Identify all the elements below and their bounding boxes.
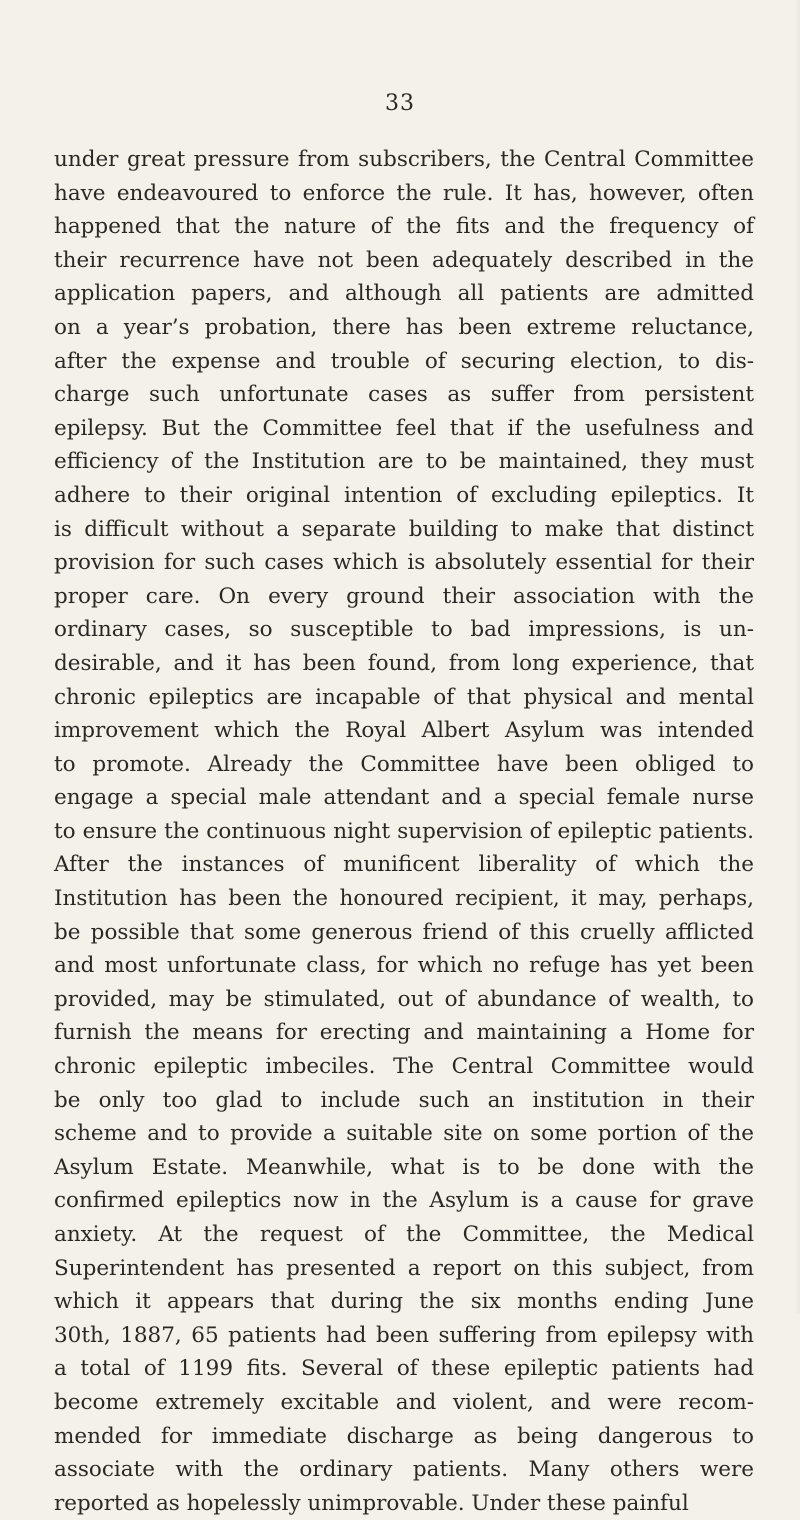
text-line: Asylum Estate. Meanwhile, what is to be done with the: [54, 1154, 754, 1180]
text-line: is difficult without a separate building to make that distinct: [54, 516, 754, 542]
text-line: a total of 1199 fits. Several of these epileptic patients had: [54, 1356, 754, 1382]
page-number: 33: [385, 91, 415, 116]
text-line: have endeavoured to enforce the rule. It has, however, often: [54, 180, 754, 206]
text-line: provided, may be stimulated, out of abundance of wealth, to: [54, 986, 754, 1012]
text-line: after the expense and trouble of securing election, to dis-: [54, 348, 754, 374]
text-line: happened that the nature of the fits and the frequency of: [54, 214, 754, 240]
body-paragraph: [54, 143, 754, 1520]
text-line: and most unfortunate class, for which no refuge has yet been: [54, 953, 754, 979]
text-line: After the instances of munificent liberality of which the: [54, 852, 754, 878]
text-line: provision for such cases which is absolutely essential for their: [54, 550, 754, 576]
text-line: under great pressure from subscribers, the Central Committee: [54, 147, 754, 172]
text-line: chronic epileptics are incapable of that physical and mental: [54, 684, 754, 710]
text-line: be possible that some generous friend of this cruelly afflicted: [54, 919, 754, 945]
text-line: Institution has been the honoured recipient, it may, perhaps,: [54, 886, 754, 912]
text-line: reported as hopelessly unimprovable. Under these painful: [54, 1490, 689, 1516]
text-line: ordinary cases, so susceptible to bad impressions, is un-: [54, 617, 754, 643]
text-line: which it appears that during the six months ending June: [54, 1289, 754, 1315]
text-line: 30th, 1887, 65 patients had been suffering from epilepsy with: [54, 1322, 754, 1348]
text-line: be only too glad to include such an institution in their: [54, 1087, 754, 1113]
text-line: to promote. Already the Committee have been obliged to: [54, 751, 754, 777]
text-line: application papers, and although all patients are admitted: [54, 281, 754, 307]
text-line: desirable, and it has been found, from long experience, that: [54, 650, 754, 676]
text-line: efficiency of the Institution are to be maintained, they must: [54, 449, 754, 475]
text-line: to ensure the continuous night supervision of epileptic patients.: [54, 818, 754, 844]
text-line: associate with the ordinary patients. Many others were: [54, 1457, 754, 1483]
text-line: proper care. On every ground their association with the: [54, 583, 754, 609]
text-line: on a year’s probation, there has been extreme reluctance,: [54, 314, 754, 340]
text-line: adhere to their original intention of excluding epileptics. It: [54, 482, 754, 508]
text-line: become extremely excitable and violent, and were recom-: [54, 1389, 754, 1415]
text-line: improvement which the Royal Albert Asylum was intended: [54, 718, 754, 744]
text-line: charge such unfortunate cases as suffer from persistent: [54, 382, 754, 408]
page-edge-shadow: [794, 0, 800, 1314]
text-line: anxiety. At the request of the Committee, the Medical: [54, 1222, 754, 1247]
text-line: furnish the means for erecting and maintaining a Home for: [54, 1020, 754, 1046]
text-line: engage a special male attendant and a special female nurse: [54, 785, 754, 811]
text-line: scheme and to provide a suitable site on some portion of the: [54, 1121, 754, 1147]
text-line: confirmed epileptics now in the Asylum is a cause for grave: [54, 1188, 754, 1214]
text-line: epilepsy. But the Committee feel that if the usefulness and: [54, 415, 754, 441]
text-line: mended for immediate discharge as being dangerous to: [54, 1423, 754, 1449]
text-line: Superintendent has presented a report on this subject, from: [54, 1255, 754, 1281]
text-line: chronic epileptic imbeciles. The Central Committee would: [54, 1054, 754, 1080]
text-line: their recurrence have not been adequately described in the: [54, 247, 754, 273]
